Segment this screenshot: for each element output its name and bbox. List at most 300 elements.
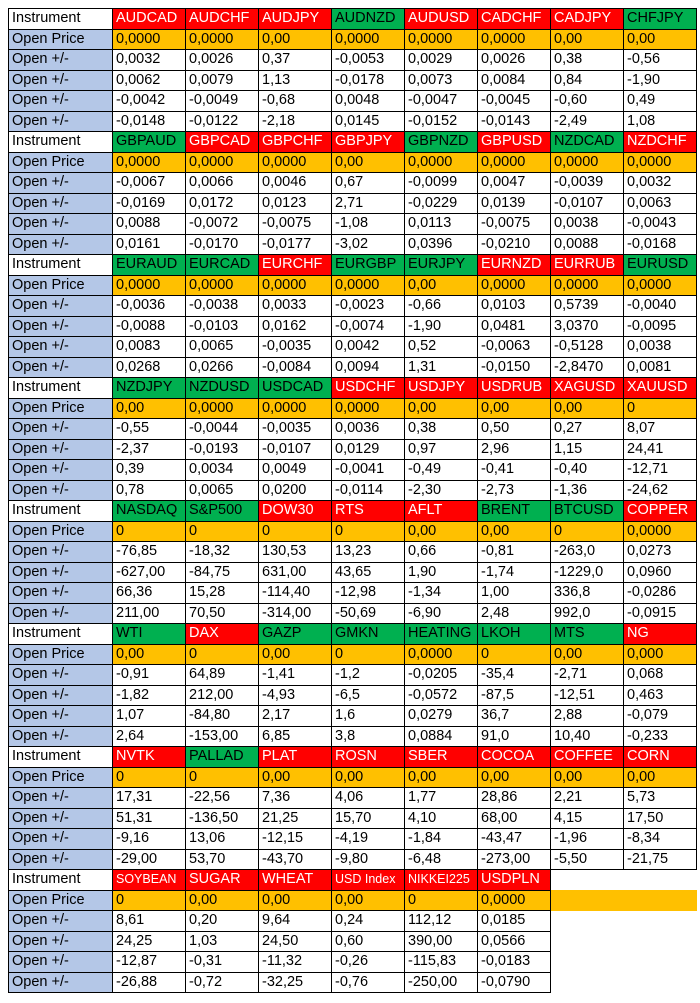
open-price-value: 0,000 [624, 644, 697, 665]
open-change-value: -0,0183 [478, 952, 551, 973]
empty-cell [624, 890, 697, 911]
open-change-value: 0,0066 [186, 173, 259, 194]
instrument-name: EURJPY [405, 255, 478, 276]
instrument-name: NZDCHF [624, 132, 697, 153]
open-change-value: -0,0023 [332, 296, 405, 317]
open-change-value: 2,48 [478, 603, 551, 624]
open-change-value: 0,84 [551, 70, 624, 91]
open-change-value: 0,0036 [332, 419, 405, 440]
open-change-value: 0,0081 [624, 357, 697, 378]
open-change-value: 0,78 [113, 480, 186, 501]
open-change-row [9, 357, 697, 378]
open-change-value: 0,0094 [332, 357, 405, 378]
open-price-value: 0,00 [624, 29, 697, 50]
open-change-value: -0,0107 [259, 439, 332, 460]
instrument-name: SOYBEAN [113, 870, 186, 891]
open-price-value: 0,00 [551, 29, 624, 50]
instrument-name: USDRUB [478, 378, 551, 399]
instrument-name: EURNZD [478, 255, 551, 276]
open-change-value: 10,40 [551, 726, 624, 747]
open-change-value: -1,34 [405, 583, 478, 604]
open-change-value: 0,50 [478, 419, 551, 440]
open-change-label: Open +/- [9, 439, 113, 460]
open-change-value: -0,233 [624, 726, 697, 747]
open-change-value: -1,96 [551, 829, 624, 850]
instrument-name: DOW30 [259, 501, 332, 522]
open-change-value: -0,0177 [259, 234, 332, 255]
open-change-value: -0,0075 [259, 214, 332, 235]
open-change-row [9, 542, 697, 563]
open-change-row [9, 583, 697, 604]
open-change-value: -0,0095 [624, 316, 697, 337]
open-change-label: Open +/- [9, 972, 113, 993]
instrument-name: SBER [405, 747, 478, 768]
open-price-value: 0,00 [186, 890, 259, 911]
open-change-value: -0,0169 [113, 193, 186, 214]
open-price-value: 0,00 [624, 767, 697, 788]
open-change-row [9, 603, 697, 624]
open-change-value: 24,50 [259, 931, 332, 952]
instrument-row [9, 132, 697, 153]
open-change-label: Open +/- [9, 726, 113, 747]
open-change-row [9, 50, 697, 71]
open-change-row [9, 193, 697, 214]
open-change-value: 211,00 [113, 603, 186, 624]
open-change-value: 4,06 [332, 788, 405, 809]
instrument-name: COFFEE [551, 747, 624, 768]
open-price-value: 0,00 [551, 398, 624, 419]
open-change-row [9, 931, 697, 952]
open-change-value: -43,47 [478, 829, 551, 850]
open-price-value: 0 [405, 890, 478, 911]
open-change-label: Open +/- [9, 480, 113, 501]
instrument-label: Instrument [9, 132, 113, 153]
instrument-row [9, 747, 697, 768]
open-price-label: Open Price [9, 644, 113, 665]
open-change-value: 0,0046 [259, 173, 332, 194]
open-price-value: 0 [113, 767, 186, 788]
open-price-row [9, 275, 697, 296]
instrument-name: USDPLN [478, 870, 551, 891]
open-price-row [9, 29, 697, 50]
open-price-value: 0,0000 [332, 398, 405, 419]
open-change-value: 2,21 [551, 788, 624, 809]
open-change-value: 1,6 [332, 706, 405, 727]
instrument-name: LKOH [478, 624, 551, 645]
open-change-value: -1,2 [332, 665, 405, 686]
open-change-value: 91,0 [478, 726, 551, 747]
open-change-value: -1,74 [478, 562, 551, 583]
open-change-label: Open +/- [9, 685, 113, 706]
open-change-value: 17,31 [113, 788, 186, 809]
open-change-value: 0,0162 [259, 316, 332, 337]
open-change-value: -0,0042 [113, 91, 186, 112]
open-change-value: -0,0205 [405, 665, 478, 686]
open-change-value: 0,49 [624, 91, 697, 112]
open-change-value: 0,0129 [332, 439, 405, 460]
open-change-value: 0,0185 [478, 911, 551, 932]
open-change-label: Open +/- [9, 788, 113, 809]
open-price-value: 0,00 [259, 644, 332, 665]
open-price-value: 0,0000 [551, 152, 624, 173]
open-change-value: -0,0039 [551, 173, 624, 194]
open-change-value: 0,97 [405, 439, 478, 460]
instrument-row [9, 624, 697, 645]
open-change-value: 2,96 [478, 439, 551, 460]
instrument-name: NZDJPY [113, 378, 186, 399]
instrument-name: COCOA [478, 747, 551, 768]
open-change-value: -0,72 [186, 972, 259, 993]
open-price-value: 0,0000 [624, 275, 697, 296]
open-change-value: 0,0088 [551, 234, 624, 255]
open-change-value: -0,40 [551, 460, 624, 481]
open-change-row [9, 111, 697, 132]
instrument-name: EURRUB [551, 255, 624, 276]
instrument-name: CADCHF [478, 9, 551, 30]
open-price-row [9, 767, 697, 788]
open-change-value: 8,61 [113, 911, 186, 932]
instrument-name: ROSN [332, 747, 405, 768]
open-price-value: 0,00 [405, 275, 478, 296]
open-change-label: Open +/- [9, 337, 113, 358]
open-change-value: -273,00 [478, 849, 551, 870]
open-price-row [9, 398, 697, 419]
open-change-value: -43,70 [259, 849, 332, 870]
instrument-name: USDCAD [259, 378, 332, 399]
open-change-value: -0,0286 [624, 583, 697, 604]
open-change-value: 2,88 [551, 706, 624, 727]
instrument-name: NVTK [113, 747, 186, 768]
instrument-name: NASDAQ [113, 501, 186, 522]
open-change-value: 43,65 [332, 562, 405, 583]
open-change-value: 0,20 [186, 911, 259, 932]
open-change-value: -1229,0 [551, 562, 624, 583]
open-price-value: 0,0000 [259, 275, 332, 296]
open-change-value: -0,0210 [478, 234, 551, 255]
open-change-value: 13,06 [186, 829, 259, 850]
instrument-name: XAUUSD [624, 378, 697, 399]
instrument-name: GBPJPY [332, 132, 405, 153]
open-change-value: 0,0032 [624, 173, 697, 194]
open-change-value: 0,66 [405, 542, 478, 563]
open-change-value: 36,7 [478, 706, 551, 727]
open-price-value: 0 [186, 521, 259, 542]
open-change-value: -6,48 [405, 849, 478, 870]
open-change-value: -1,82 [113, 685, 186, 706]
open-change-value: 0,52 [405, 337, 478, 358]
open-change-value: 6,85 [259, 726, 332, 747]
open-change-value: -2,18 [259, 111, 332, 132]
open-price-value: 0,00 [113, 644, 186, 665]
open-change-value: -0,68 [259, 91, 332, 112]
open-change-row [9, 439, 697, 460]
open-change-value: -0,0049 [186, 91, 259, 112]
open-change-value: -0,56 [624, 50, 697, 71]
open-price-value: 0,0000 [405, 29, 478, 50]
open-change-value: -11,32 [259, 952, 332, 973]
open-change-value: -32,25 [259, 972, 332, 993]
open-change-value: -0,0036 [113, 296, 186, 317]
open-change-value: 0,0139 [478, 193, 551, 214]
instrument-name: EURUSD [624, 255, 697, 276]
open-change-value: -0,0170 [186, 234, 259, 255]
open-change-row [9, 665, 697, 686]
open-price-value: 0,0000 [186, 152, 259, 173]
instrument-name: GBPNZD [405, 132, 478, 153]
open-price-value: 0,00 [259, 890, 332, 911]
open-change-value: 0,0065 [186, 480, 259, 501]
open-change-value: -0,0063 [478, 337, 551, 358]
open-change-value: 0,67 [332, 173, 405, 194]
open-price-value: 0,0000 [405, 644, 478, 665]
instrument-name: AUDJPY [259, 9, 332, 30]
instrument-name: EURGBP [332, 255, 405, 276]
open-change-row [9, 234, 697, 255]
open-change-label: Open +/- [9, 829, 113, 850]
open-change-value: 0,0062 [113, 70, 186, 91]
open-change-value: -0,0040 [624, 296, 697, 317]
open-change-value: 0,39 [113, 460, 186, 481]
open-change-value: 0,0049 [259, 460, 332, 481]
open-change-value: 24,41 [624, 439, 697, 460]
instrument-name: GAZP [259, 624, 332, 645]
instrument-name: NZDCAD [551, 132, 624, 153]
open-price-label: Open Price [9, 398, 113, 419]
open-change-label: Open +/- [9, 214, 113, 235]
open-change-value: 70,50 [186, 603, 259, 624]
open-change-value: 51,31 [113, 808, 186, 829]
open-change-label: Open +/- [9, 603, 113, 624]
open-change-row [9, 788, 697, 809]
open-price-value: 0,0000 [478, 29, 551, 50]
open-price-value: 0,0000 [259, 152, 332, 173]
open-change-value: -26,88 [113, 972, 186, 993]
open-price-value: 0,00 [332, 767, 405, 788]
open-price-value: 0,00 [405, 521, 478, 542]
open-price-row [9, 644, 697, 665]
open-change-value: 1,00 [478, 583, 551, 604]
open-change-row [9, 726, 697, 747]
instrument-name: EURCAD [186, 255, 259, 276]
open-change-value: 1,77 [405, 788, 478, 809]
open-change-value: -84,80 [186, 706, 259, 727]
open-change-value: -8,34 [624, 829, 697, 850]
open-price-value: 0,00 [478, 398, 551, 419]
open-change-value: 212,00 [186, 685, 259, 706]
open-change-label: Open +/- [9, 849, 113, 870]
open-change-value: -0,0043 [624, 214, 697, 235]
open-change-value: -0,0074 [332, 316, 405, 337]
open-change-value: 28,86 [478, 788, 551, 809]
open-change-value: 0,0032 [113, 50, 186, 71]
open-change-value: 0,27 [551, 419, 624, 440]
open-change-value: -0,41 [478, 460, 551, 481]
open-change-value: 0,0034 [186, 460, 259, 481]
empty-cell [624, 972, 697, 993]
open-change-value: -250,00 [405, 972, 478, 993]
open-change-value: 0,0113 [405, 214, 478, 235]
open-change-label: Open +/- [9, 542, 113, 563]
open-change-value: -4,93 [259, 685, 332, 706]
open-change-label: Open +/- [9, 931, 113, 952]
open-change-value: -0,0143 [478, 111, 551, 132]
open-change-value: 1,03 [186, 931, 259, 952]
open-change-value: 1,15 [551, 439, 624, 460]
open-change-value: 0,0481 [478, 316, 551, 337]
open-change-value: -0,0035 [259, 337, 332, 358]
open-price-value: 0,0000 [478, 275, 551, 296]
instrument-name: XAGUSD [551, 378, 624, 399]
open-change-row [9, 91, 697, 112]
open-change-value: -0,5128 [551, 337, 624, 358]
open-change-value: -0,0168 [624, 234, 697, 255]
open-price-row [9, 521, 697, 542]
open-price-row [9, 890, 697, 911]
open-change-value: -1,36 [551, 480, 624, 501]
open-price-value: 0 [186, 767, 259, 788]
open-change-value: 0,0042 [332, 337, 405, 358]
open-change-value: 8,07 [624, 419, 697, 440]
instrument-name: WHEAT [259, 870, 332, 891]
open-change-value: -2,30 [405, 480, 478, 501]
open-change-value: 0,0268 [113, 357, 186, 378]
open-change-label: Open +/- [9, 808, 113, 829]
instrument-name: GBPAUD [113, 132, 186, 153]
open-change-value: -0,0152 [405, 111, 478, 132]
open-change-value: -0,0193 [186, 439, 259, 460]
instrument-row [9, 870, 697, 891]
open-change-value: 7,36 [259, 788, 332, 809]
open-change-value: 0,0396 [405, 234, 478, 255]
open-change-value: 0,0083 [113, 337, 186, 358]
instrument-row [9, 255, 697, 276]
open-change-row [9, 316, 697, 337]
open-change-value: -2,8470 [551, 357, 624, 378]
open-change-value: -2,49 [551, 111, 624, 132]
open-price-value: 0,00 [259, 29, 332, 50]
instrument-label: Instrument [9, 747, 113, 768]
open-change-value: -12,87 [113, 952, 186, 973]
empty-cell [624, 870, 697, 891]
open-change-value: 0,38 [551, 50, 624, 71]
open-change-value: 21,25 [259, 808, 332, 829]
open-change-row [9, 337, 697, 358]
instrument-name: USD Index [332, 870, 405, 891]
open-change-value: -0,0072 [186, 214, 259, 235]
open-change-value: -0,0148 [113, 111, 186, 132]
instrument-label: Instrument [9, 9, 113, 30]
instrument-name: PLAT [259, 747, 332, 768]
open-change-value: -0,0045 [478, 91, 551, 112]
open-change-value: 64,89 [186, 665, 259, 686]
open-change-value: 0,0084 [478, 70, 551, 91]
open-change-value: 0,068 [624, 665, 697, 686]
open-change-value: -1,90 [624, 70, 697, 91]
instrument-name: BTCUSD [551, 501, 624, 522]
open-price-value: 0 [113, 890, 186, 911]
open-change-value: -35,4 [478, 665, 551, 686]
open-change-value: 0,0038 [624, 337, 697, 358]
open-change-row [9, 972, 697, 993]
open-change-value: 0,0266 [186, 357, 259, 378]
open-change-value: -3,02 [332, 234, 405, 255]
instrument-label: Instrument [9, 378, 113, 399]
open-change-value: -2,71 [551, 665, 624, 686]
open-change-value: 0,0048 [332, 91, 405, 112]
open-change-row [9, 460, 697, 481]
instrument-label: Instrument [9, 870, 113, 891]
open-change-value: 992,0 [551, 603, 624, 624]
open-change-value: -0,0044 [186, 419, 259, 440]
open-price-value: 0,00 [551, 644, 624, 665]
open-price-value: 0 [551, 521, 624, 542]
open-change-value: -0,0088 [113, 316, 186, 337]
open-change-value: -1,84 [405, 829, 478, 850]
open-change-value: -0,0178 [332, 70, 405, 91]
open-price-value: 0,0000 [113, 29, 186, 50]
open-change-value: -0,49 [405, 460, 478, 481]
instrument-name: EURAUD [113, 255, 186, 276]
open-change-label: Open +/- [9, 70, 113, 91]
open-change-value: -0,0572 [405, 685, 478, 706]
open-change-value: -21,75 [624, 849, 697, 870]
open-price-value: 0,0000 [478, 152, 551, 173]
open-price-value: 0 [478, 644, 551, 665]
open-change-value: -24,62 [624, 480, 697, 501]
open-change-label: Open +/- [9, 665, 113, 686]
open-change-value: -12,98 [332, 583, 405, 604]
open-change-value: 0,0033 [259, 296, 332, 317]
open-change-row [9, 829, 697, 850]
open-change-row [9, 419, 697, 440]
instrument-name: AUDUSD [405, 9, 478, 30]
open-price-value: 0,0000 [113, 275, 186, 296]
open-change-value: 1,31 [405, 357, 478, 378]
open-change-value: 5,73 [624, 788, 697, 809]
open-price-value: 0 [332, 521, 405, 542]
open-change-value: 2,17 [259, 706, 332, 727]
open-change-value: -2,73 [478, 480, 551, 501]
open-change-label: Open +/- [9, 357, 113, 378]
open-price-value: 0 [259, 521, 332, 542]
open-change-row [9, 562, 697, 583]
open-change-value: 53,70 [186, 849, 259, 870]
open-change-value: 0,0123 [259, 193, 332, 214]
open-change-value: -9,16 [113, 829, 186, 850]
open-change-value: -0,0107 [551, 193, 624, 214]
open-change-value: -0,76 [332, 972, 405, 993]
open-change-value: 3,0370 [551, 316, 624, 337]
empty-cell [551, 890, 624, 911]
open-change-value: -0,0114 [332, 480, 405, 501]
open-change-label: Open +/- [9, 296, 113, 317]
instrument-row [9, 378, 697, 399]
open-change-value: -0,0103 [186, 316, 259, 337]
open-price-value: 0,0000 [478, 890, 551, 911]
instrument-name: CORN [624, 747, 697, 768]
open-price-value: 0,0000 [624, 152, 697, 173]
open-change-label: Open +/- [9, 111, 113, 132]
open-change-value: 2,64 [113, 726, 186, 747]
open-change-value: -50,69 [332, 603, 405, 624]
open-change-value: -627,00 [113, 562, 186, 583]
open-price-value: 0 [186, 644, 259, 665]
open-change-value: -153,00 [186, 726, 259, 747]
open-change-row [9, 296, 697, 317]
instrument-name: EURCHF [259, 255, 332, 276]
open-change-value: 0,463 [624, 685, 697, 706]
open-change-value: -0,31 [186, 952, 259, 973]
